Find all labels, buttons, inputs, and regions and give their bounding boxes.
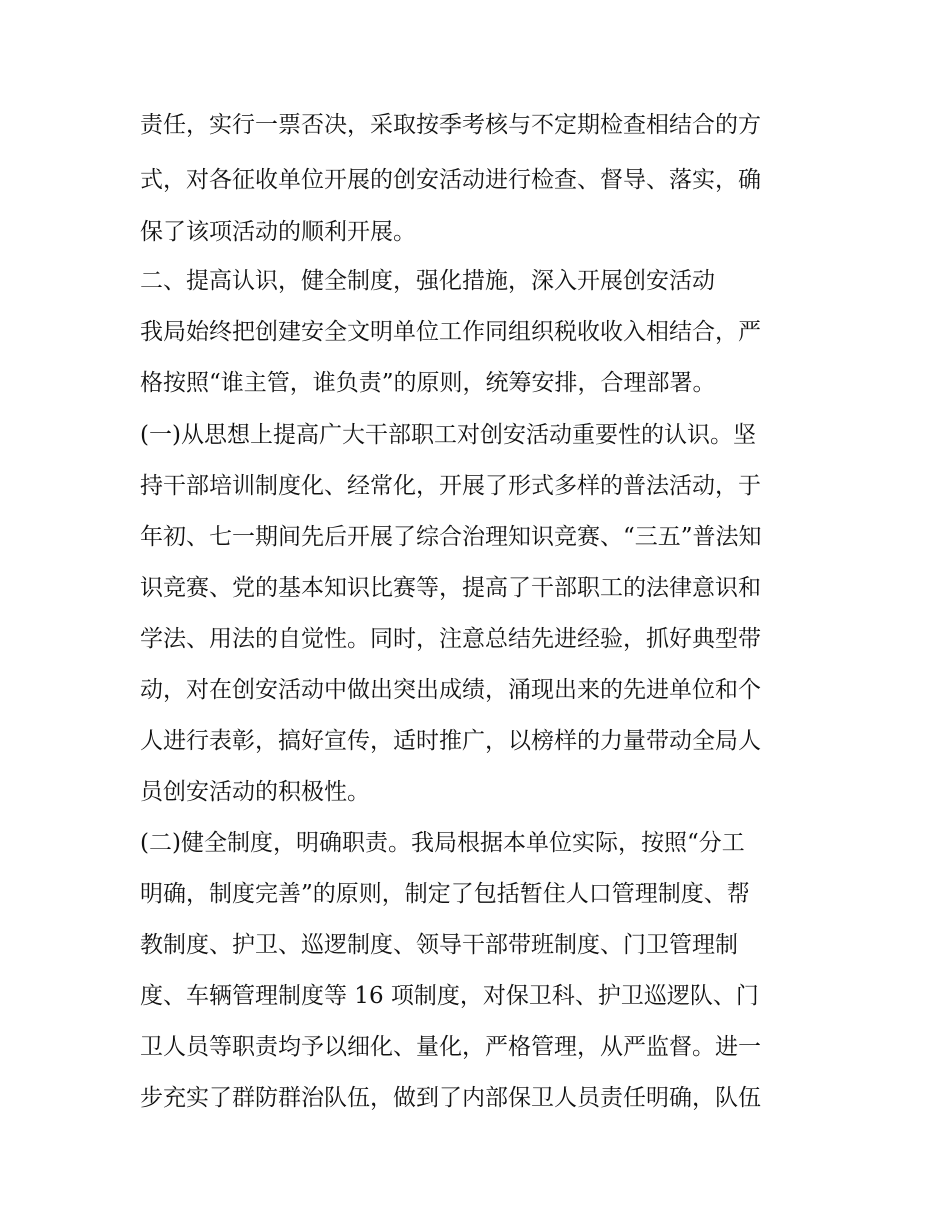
text-line: 步充实了群防群治队伍，做到了内部保卫人员责任明确，队伍 xyxy=(140,1085,761,1111)
text-line: (一)从思想上提高广大干部职工对创安活动重要性的认识。坚 xyxy=(140,422,756,448)
text-line: 格按照“谁主管，谁负责”的原则，统筹安排，合理部署。 xyxy=(140,370,716,396)
text-line: 卫人员等职责均予以细化、量化，严格管理，从严监督。进一 xyxy=(140,1034,761,1060)
text-line: 员创安活动的积极性。 xyxy=(140,779,370,805)
text-line: 责任，实行一票否决，采取按季考核与不定期检查相结合的方 xyxy=(140,112,761,138)
text-line: 动，对在创安活动中做出突出成绩，涌现出来的先进单位和个 xyxy=(140,677,761,703)
text-line: 识竞赛、党的基本知识比赛等，提高了干部职工的法律意识和 xyxy=(140,575,761,601)
text-line: 式，对各征收单位开展的创安活动进行检查、督导、落实，确 xyxy=(140,167,761,193)
text-line: 持干部培训制度化、经常化，开展了形式多样的普法活动，于 xyxy=(140,473,761,499)
text-line: (二)健全制度，明确职责。我局根据本单位实际，按照“分工 xyxy=(140,830,745,856)
text-line: 年初、七一期间先后开展了综合治理知识竞赛、“三五”普法知 xyxy=(140,524,762,550)
text-line: 我局始终把创建安全文明单位工作同组织税收收入相结合，严 xyxy=(140,319,761,345)
text-line: 保了该项活动的顺利开展。 xyxy=(140,219,416,245)
text-line: 人进行表彰，搞好宣传，适时推广，以榜样的力量带动全局人 xyxy=(140,728,761,754)
text-line: 教制度、护卫、巡逻制度、领导干部带班制度、门卫管理制 xyxy=(140,932,738,958)
text-line: 明确，制度完善”的原则，制定了包括暂住人口管理制度、帮 xyxy=(140,881,750,907)
text-line: 学法、用法的自觉性。同时，注意总结先进经验，抓好典型带 xyxy=(140,626,761,652)
section-heading: 二、提高认识，健全制度，强化措施，深入开展创安活动 xyxy=(140,268,715,294)
text-line: 度、车辆管理制度等 16 项制度，对保卫科、护卫巡逻队、门 xyxy=(140,983,759,1009)
